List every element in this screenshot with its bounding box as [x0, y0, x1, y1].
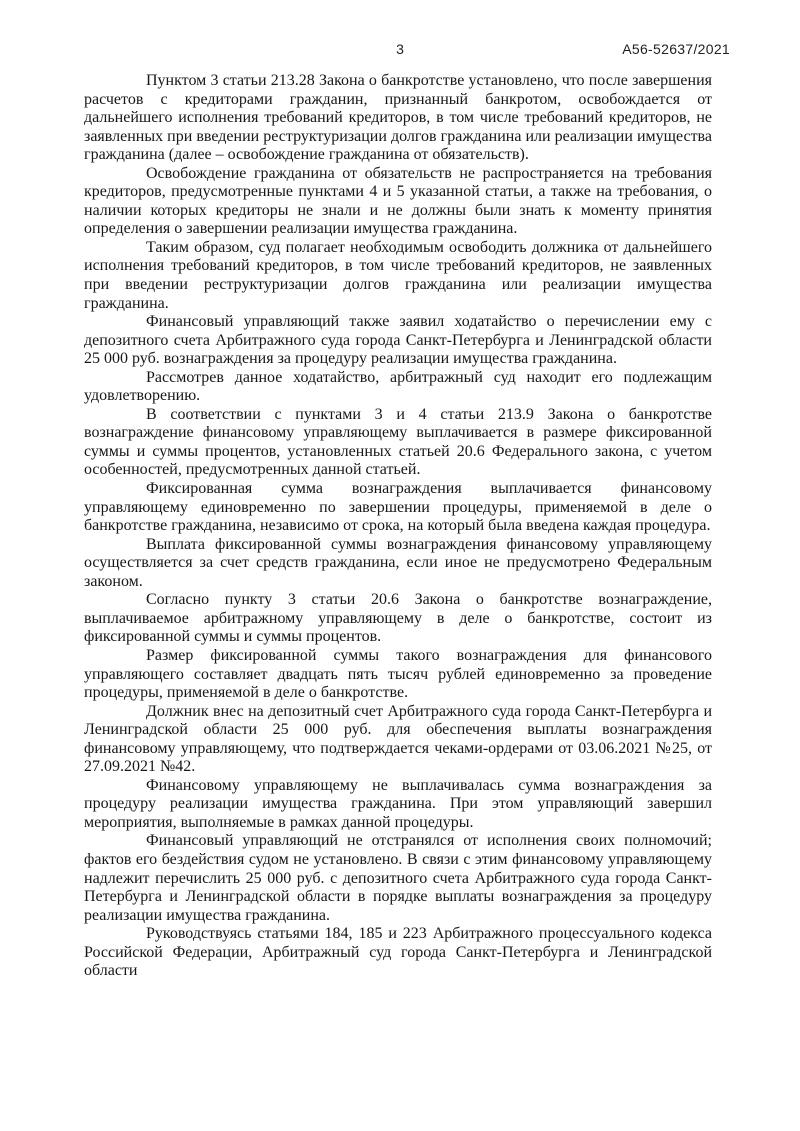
paragraph-7: Фиксированная сумма вознаграждения выплачивается финансовому управляющему единовременно по завершении процедуры, применяемой в деле о банкротстве гражданина, независимо от срока, на который была введена каждая процедура. [84, 480, 712, 535]
case-number: А56-52637/2021 [622, 41, 730, 57]
paragraph-4: Финансовый управляющий также заявил ходатайство о перечислении ему с депозитного счета Арбитражного суда города Санкт-Петербурга и Ленинградской области 25 000 руб. вознаграждения за процедуру реализации имущества гражданина. [84, 313, 712, 368]
paragraph-3: Таким образом, суд полагает необходимым освободить должника от дальнейшего исполнения требований кредиторов, в том числе требований кредиторов, не заявленных при введении реструктуризации долгов гражданина или реализации имущества гражданина. [84, 238, 712, 312]
paragraph-5: Рассмотрев данное ходатайство, арбитражный суд находит его подлежащим удовлетворению. [84, 368, 712, 405]
document-body [84, 72, 712, 981]
paragraph-9: Согласно пункту 3 статьи 20.6 Закона о банкротстве вознаграждение, выплачиваемое арбитражному управляющему в деле о банкротстве, состоит из фиксированной суммы и суммы процентов. [84, 591, 712, 646]
paragraph-6: В соответствии с пунктами 3 и 4 статьи 213.9 Закона о банкротстве вознаграждение финансовому управляющему выплачивается в размере фиксированной суммы и суммы процентов, установленных статьей 20.6 Федерального закона, с учетом особенностей, предусмотренных данной статьей. [84, 405, 712, 479]
paragraph-10: Размер фиксированной суммы такого вознаграждения для финансового управляющего составляет двадцать пять тысяч рублей единовременно за проведение процедуры, применяемой в деле о банкротстве. [84, 646, 712, 702]
paragraph-11: Должник внес на депозитный счет Арбитражного суда города Санкт-Петербурга и Ленинградской области 25 000 руб. для обеспечения выплаты вознаграждения финансовому управляющему, что подтверждается чеками-ордерами от 03.06.2021 №25, от 27.09.2021 №42. [84, 702, 712, 776]
paragraph-14: Руководствуясь статьями 184, 185 и 223 Арбитражного процессуального кодекса Российской Федерации, Арбитражный суд города Санкт-Петербурга и Ленинградской области [84, 925, 712, 980]
paragraph-8: Выплата фиксированной суммы вознаграждения финансовому управляющему осуществляется за счет средств гражданина, если иное не предусмотрено Федеральным законом. [84, 535, 712, 590]
paragraph-1: Пунктом 3 статьи 213.28 Закона о банкротстве установлено, что после завершения расчетов с кредиторами гражданин, признанный банкротом, освобождается от дальнейшего исполнения требований кредиторов, в том числе требований кредиторов, не заявленных при введении реструктуризации долгов гражданина или реализации имущества гражданина (далее – освобождение гражданина от обязательств). [84, 72, 712, 164]
paragraph-12: Финансовому управляющему не выплачивалась сумма вознаграждения за процедуру реализации имущества гражданина. При этом управляющий завершил мероприятия, выполняемые в рамках данной процедуры. [84, 776, 712, 831]
page-header [0, 41, 800, 59]
page-number: 3 [396, 41, 404, 57]
paragraph-13: Финансовый управляющий не отстранялся от исполнения своих полномочий; фактов его бездействия судом не установлено. В связи с этим финансовому управляющему надлежит перечислить 25 000 руб. с депозитного счета Арбитражного суда города Санкт-Петербурга и Ленинградской области в порядке выплаты вознаграждения за процедуру реализации имущества гражданина. [84, 832, 712, 924]
paragraph-2: Освобождение гражданина от обязательств не распространяется на требования кредиторов, предусмотренные пунктами 4 и 5 указанной статьи, а также на требования, о наличии которых кредиторы не знали и не должны были знать к моменту принятия определения о завершении реализации имущества гражданина. [84, 164, 712, 238]
